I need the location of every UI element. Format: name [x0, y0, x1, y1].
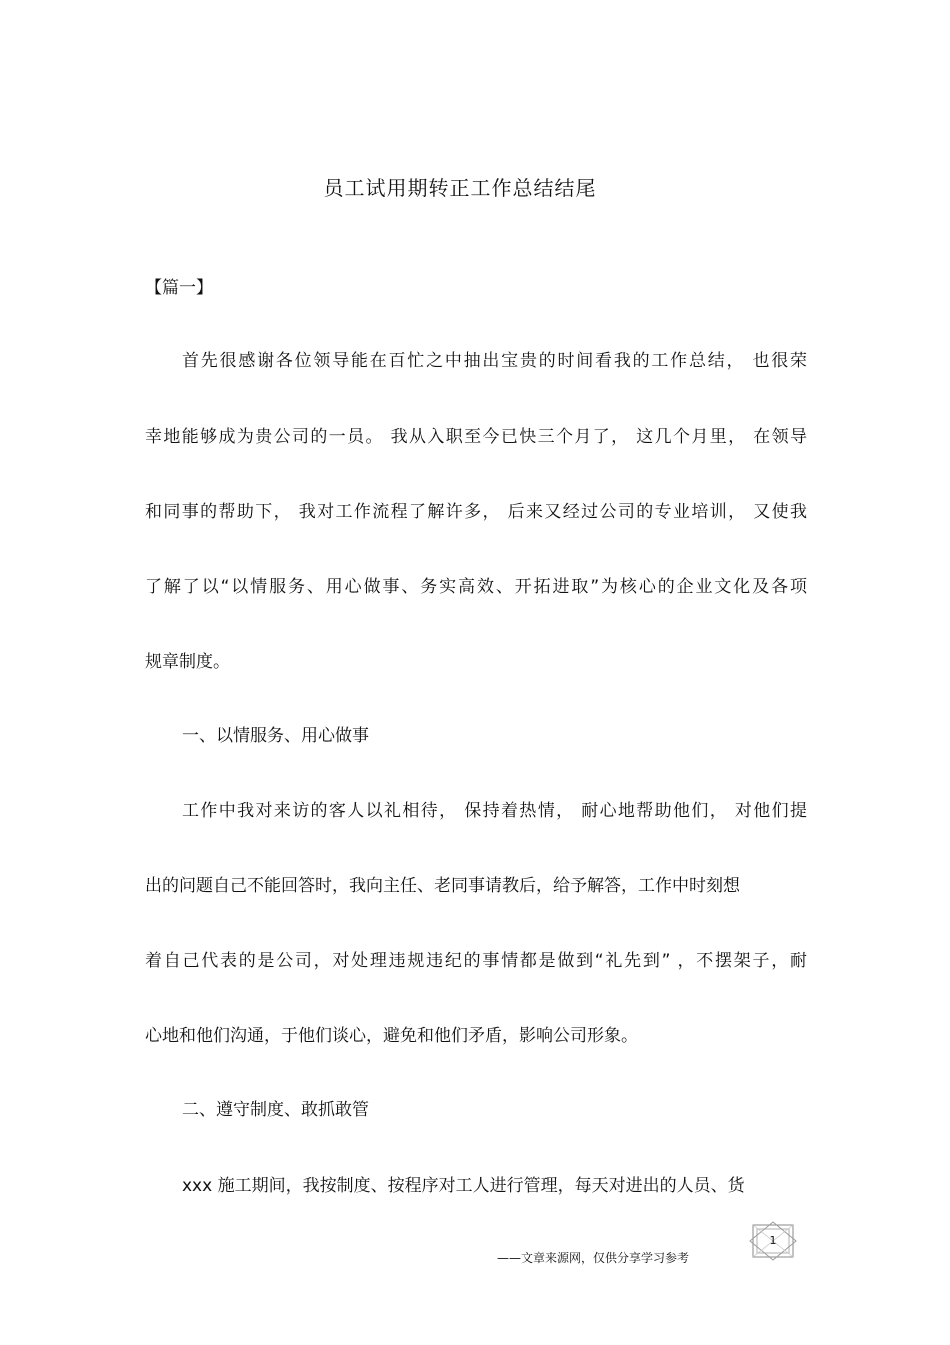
- paragraph-line: 出的问题自己不能回答时，我向主任、老同事请教后，给予解答，工作中时刻想: [145, 876, 740, 896]
- paragraph-line: 首先很感谢各位领导能在百忙之中抽出宝贵的时间看我的工作总结， 也很荣: [182, 351, 807, 371]
- paragraph-line: 幸地能够成为贵公司的一员。 我从入职至今已快三个月了， 这几个月里， 在领导: [145, 427, 807, 447]
- page-number-badge: [749, 1221, 797, 1261]
- paragraph-line: 规章制度。: [145, 652, 230, 672]
- paragraph-line: xxx 施工期间，我按制度、按程序对工人进行管理，每天对进出的人员、货: [182, 1176, 745, 1196]
- paragraph-line: 工作中我对来访的客人以礼相待， 保持着热情， 耐心地帮助他们， 对他们提: [182, 801, 807, 821]
- section-heading: 二、遵守制度、敢抓敢管: [182, 1100, 369, 1120]
- document-title: 员工试用期转正工作总结结尾: [323, 176, 597, 200]
- section-heading: 一、以情服务、用心做事: [182, 726, 369, 746]
- footer-source-note: ——文章来源网，仅供分享学习参考: [497, 1251, 690, 1265]
- paragraph-line: 着自己代表的是公司，对处理违规违纪的事情都是做到“礼先到” ，不摆架子，耐: [145, 951, 807, 971]
- paragraph-line: 和同事的帮助下， 我对工作流程了解许多， 后来又经过公司的专业培训， 又使我: [145, 502, 807, 522]
- page-number: 1: [769, 1234, 777, 1247]
- paragraph-line: 了解了以“以情服务、用心做事、务实高效、开拓进取”为核心的企业文化及各项: [145, 577, 807, 597]
- section-label: 【篇一】: [145, 278, 213, 298]
- paragraph-line: 心地和他们沟通，于他们谈心，避免和他们矛盾，影响公司形象。: [145, 1026, 638, 1046]
